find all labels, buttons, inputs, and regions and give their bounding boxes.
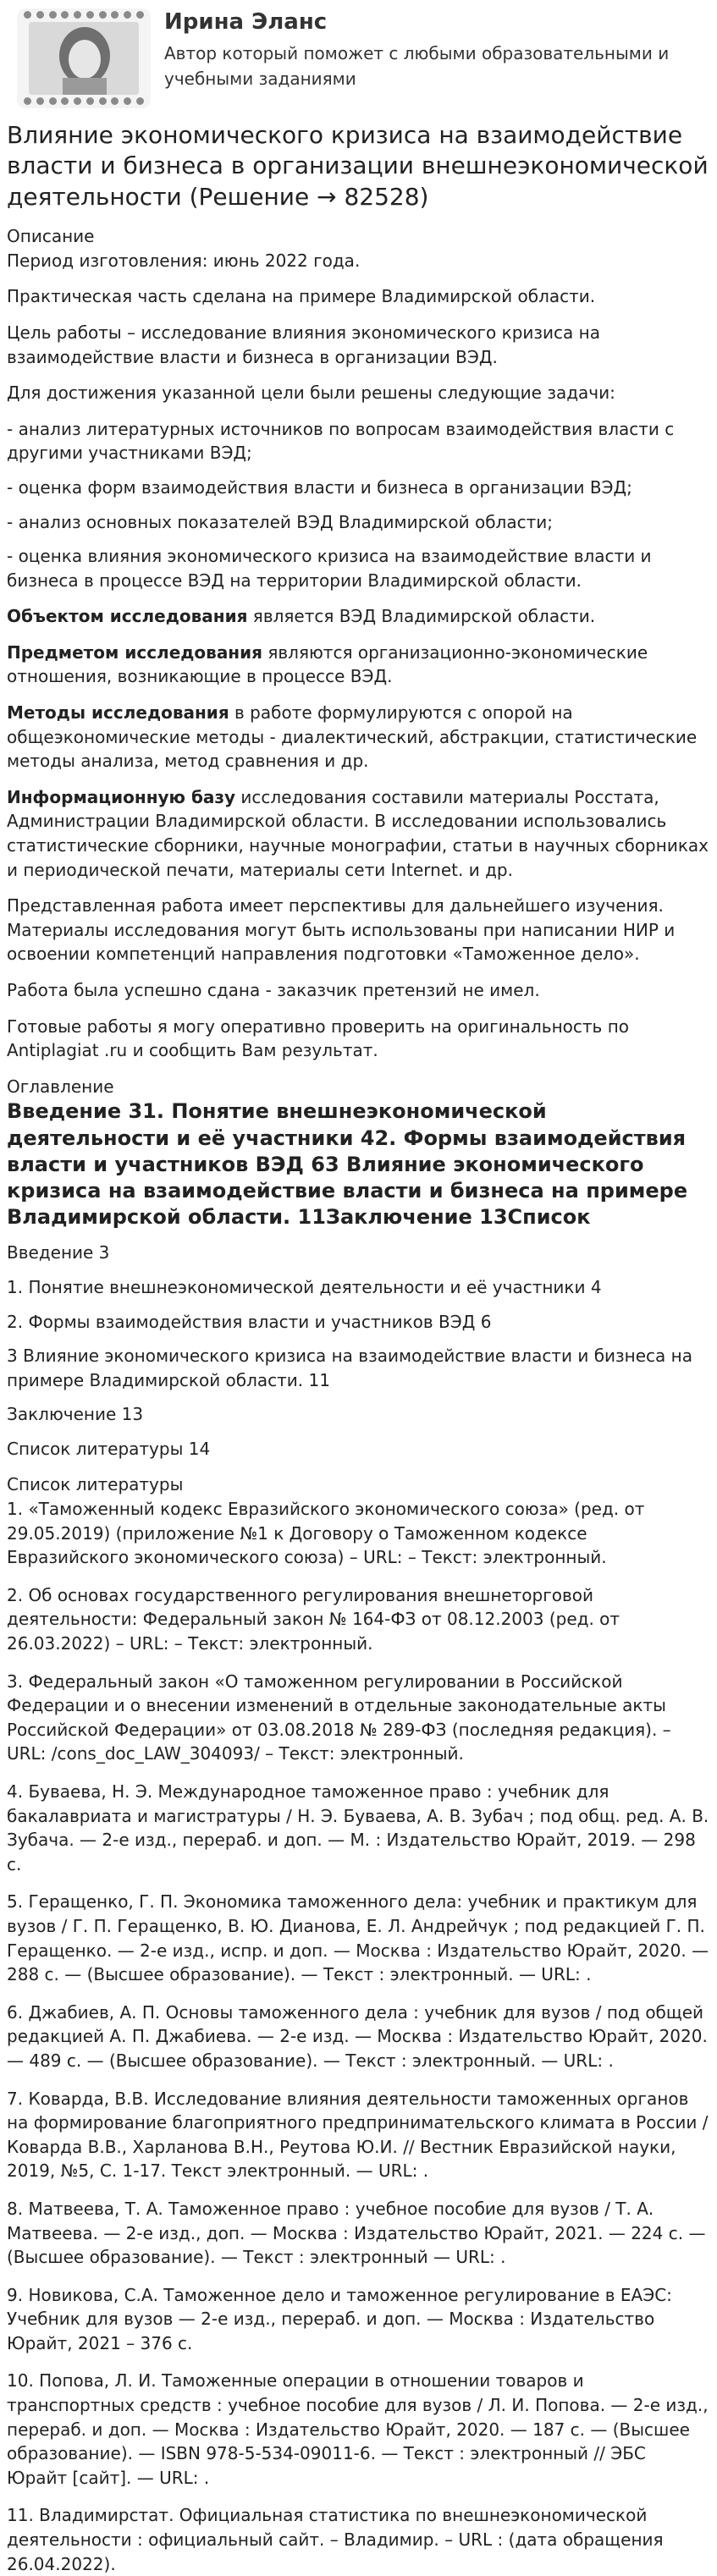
work-goal: Цель работы – исследование влияния экономического кризиса на взаимодействие власти и бизнеса в организации ВЭД.: [7, 322, 600, 367]
information-base: [7, 785, 710, 882]
antiplagiat-text: Готовые работы я могу оперативно проверить на оригинальность по Antiplagiat .ru и сообщить Вам результат.: [7, 1016, 629, 1061]
information-base-term: Информационную базу: [7, 786, 236, 807]
author-card: [7, 0, 710, 117]
toc-item: Заключение 13: [7, 1404, 144, 1425]
research-methods-term: Методы исследования: [7, 702, 229, 724]
toc-item: 2. Формы взаимодействия власти и участников ВЭД 6: [7, 1311, 492, 1332]
research-object: [7, 604, 710, 629]
film-sprockets-top: [24, 11, 144, 19]
reference-item: 4. Буваева, Н. Э. Международное таможенное право : учебник для бакалавриата и магистратуры / Н. Э. Буваева, А. В. Зубач ; под общ. ред. А. В. Зубача. — 2-е изд., перераб. и доп. — М. : Издательство Юрайт, 2019. — 298 с.: [7, 1781, 709, 1874]
reference-item: 5. Геращенко, Г. П. Экономика таможенного дела: учебник и практикум для вузов / Г. П. Геращенко, В. Ю. Дианова, Е. Л. Андрейчук ; под редакцией Г. П. Геращенко. — 2-е изд., испр. и доп. — Москва : Издательство Юрайт, 2020. — 288 с. — (Высшее образование). — Текст : электронный. — URL: .: [7, 1891, 709, 1985]
practical-part: Практическая часть сделана на примере Владимирской области.: [7, 286, 596, 307]
toc-label: Оглавление: [7, 1076, 114, 1097]
reference-item: 6. Джабиев, А. П. Основы таможенного дела : учебник для вузов / под общей редакцией А. П. Джабиева. — 2-е изд. — Москва : Издательство Юрайт, 2020. — 489 с. — (Высшее образование). — Текст : электронный. — URL: .: [7, 2001, 708, 2071]
page-title: Влияние экономического кризиса на взаимодействие власти и бизнеса в организации внешнеэкономической деятельности (Решение → 82528): [7, 121, 709, 211]
reference-item: 9. Новикова, С.А. Таможенное дело и таможенное регулирование в ЕАЭС: Учебник для вузов — 2-е изд., перераб. и доп. — Москва : Издательство Юрайт, 2021 – 376 с.: [7, 2284, 672, 2353]
toc-item: Список литературы 14: [7, 1438, 211, 1459]
production-period: Период изготовления: июнь 2022 года.: [7, 250, 361, 271]
author-avatar[interactable]: [17, 8, 151, 108]
task-item: - оценка форм взаимодействия власти и бизнеса в организации ВЭД;: [7, 476, 632, 498]
description-label: Описание: [7, 226, 95, 247]
toc-item: 3 Влияние экономического кризиса на взаимодействие власти и бизнеса на примере Владимирской области. 11: [7, 1346, 692, 1390]
research-subject-text: являются организационно-экономические отношения, возникающие в процессе ВЭД.: [7, 641, 648, 687]
prospects-text: Представленная работа имеет перспективы для дальнейшего изучения. Материалы исследования могут быть использованы при написании НИР и освоении компетенций направления подготовки «Таможенное дело».: [7, 895, 676, 965]
reference-item: 11. Владимирстат. Официальная статистика по внешнеэкономической деятельности : официальный сайт. – Владимир. – URL : (дата обращения 26.04.2022).: [7, 2505, 664, 2574]
information-base-text: исследования составили материалы Росстата, Администрации Владимирской области. В исследовании использовались статистические сборники, научные монографии, статьи в научных сборниках и периодической печати, материалы сети Internet. и др.: [7, 786, 709, 880]
toc-item: 1. Понятие внешнеэкономической деятельности и её участники 4: [7, 1276, 602, 1297]
task-item: - оценка влияния экономического кризиса на взаимодействие власти и бизнеса в процессе ВЭД на территории Владимирской области.: [7, 546, 652, 591]
research-subject-term: Предметом исследования: [7, 641, 262, 663]
reference-item: 7. Ковaрда, В.В. Исследование влияния деятельности таможенных органов на формирование благоприятного предпринимательского климата в России / Ковaрда В.В., Харланова В.Н., Реутова Ю.И. // Вестник Евразийской науки, 2019, №5, С. 1-17. Текст электронный. — URL: .: [7, 2088, 709, 2182]
research-subject: [7, 641, 710, 689]
author-name[interactable]: Ирина Эланс: [164, 9, 328, 35]
research-object-text: является ВЭД Владимирской области.: [247, 606, 596, 627]
passed-text: Работа была успешно сдана - заказчик претензий не имел.: [7, 980, 540, 1001]
references-section: [7, 1472, 710, 2576]
author-photo: [29, 22, 139, 95]
tasks-intro: Для достижения указанной цели были решены следующие задачи:: [7, 383, 615, 404]
reference-item: 8. Матвеева, Т. А. Таможенное право : учебное пособие для вузов / Т. А. Матвеева. — 2-е изд., доп. — Москва : Издательство Юрайт, 2021. — 224 с. — (Высшее образование). — Текст : электронный — URL: .: [7, 2198, 706, 2268]
toc-item: Введение 3: [7, 1242, 110, 1263]
research-methods: [7, 701, 710, 773]
references-label: Список литературы: [7, 1474, 184, 1495]
reference-item: 10. Попова, Л. И. Таможенные операции в отношении товаров и транспортных средств : учебное пособие для вузов / Л. И. Попова. — 2-е изд., перераб. и доп. — Москва : Издательство Юрайт, 2020. — 187 с. — (Высшее образование). — ISBN 978-5-534-09011-6. — Текст : электронный // ЭБС Юрайт [сайт]. — URL: .: [7, 2370, 709, 2488]
task-item: - анализ литературных источников по вопросам взаимодействия власти с другими участниками ВЭД;: [7, 418, 675, 464]
reference-item: 1. «Таможенный кодекс Евразийского экономического союза» (ред. от 29.05.2019) (приложение №1 к Договору о Таможенном кодексе Евразийского экономического союза) – URL: – Текст: электронный.: [7, 1499, 645, 1568]
toc-summary-bold: Введение 31. Понятие внешнеэкономической деятельности и её участники 42. Формы взаимодействия власти и участников ВЭД 63 Влияние экономического кризиса на взаимодействие власти и бизнеса на примере Владимирской области. 11Заключение 13Список: [7, 1099, 688, 1230]
research-object-term: Объектом исследования: [7, 606, 248, 627]
person-photo-icon: [29, 22, 139, 95]
film-sprockets-bottom: [24, 97, 144, 106]
reference-item: 3. Федеральный закон «О таможенном регулировании в Российской Федерации и о внесении изменений в отдельные законодательные акты Российской Федерации» от 03.08.2018 № 289-ФЗ (последняя редакция). – URL: /cons_doc_LAW_304093/ – Текст: электронный.: [7, 1671, 671, 1764]
task-item: - анализ основных показателей ВЭД Владимирской области;: [7, 511, 553, 532]
author-description: Автор который поможет с любыми образовательными и учебными заданиями: [164, 43, 670, 89]
research-methods-text: в работе формулируются с опорой на общеэкономические методы - диалектический, абстракции, статистические методы анализа, метод сравнения и др.: [7, 702, 698, 772]
reference-item: 2. Об основах государственного регулирования внешнеторговой деятельности: Федеральный закон № 164-ФЗ от 08.12.2003 (ред. от 26.03.2022) – URL: – Текст: электронный.: [7, 1584, 620, 1654]
